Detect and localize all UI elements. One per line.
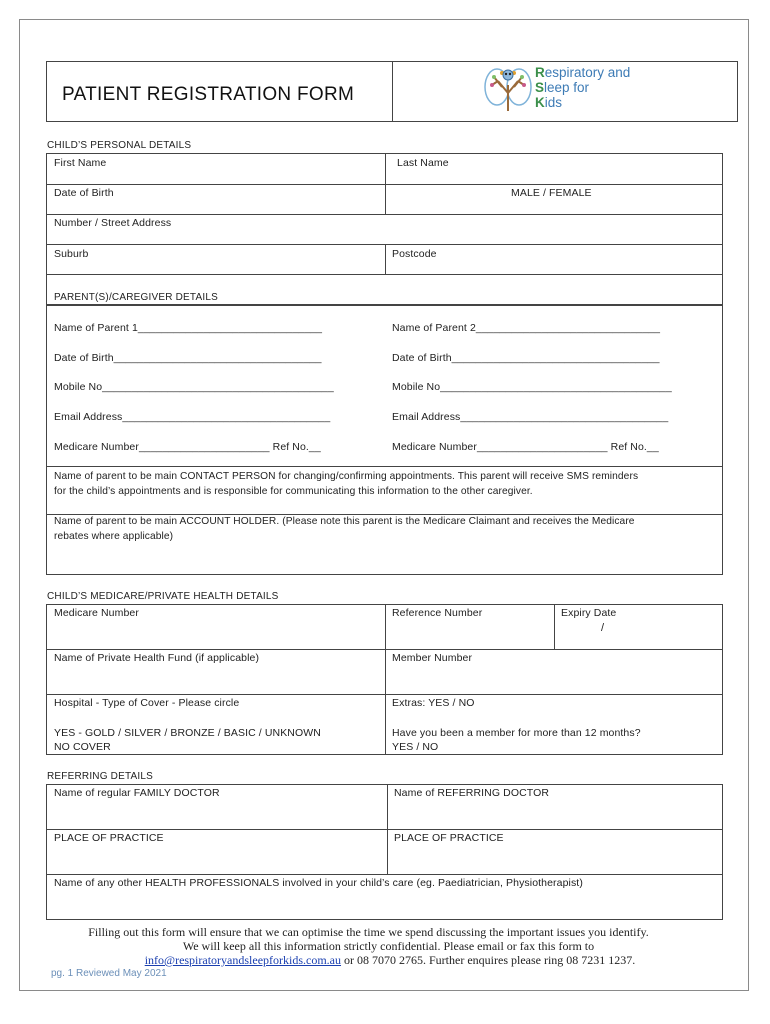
extras-options[interactable]: Extras: YES / NO	[392, 697, 475, 709]
footer-phone-text: or 08 7070 2765. Further enquires please ring 08 7231 1237.	[341, 953, 636, 967]
divider	[385, 153, 386, 214]
address-field[interactable]: Number / Street Address	[54, 217, 172, 229]
account-holder-note: Name of parent to be main ACCOUNT HOLDER. (Please note this parent is the Medicare Claimant and receives the Medicare	[54, 516, 635, 527]
section-parent-details: PARENT(S)/CAREGIVER DETAILS	[54, 292, 218, 303]
member-12-months-question: Have you been a member for more than 12 months?	[392, 727, 641, 739]
referring-practice-field[interactable]: PLACE OF PRACTICE	[394, 832, 504, 844]
parent1-mobile-field[interactable]: Mobile No_______________________________________	[54, 381, 334, 393]
section-medicare-details: CHILD’S MEDICARE/PRIVATE HEALTH DETAILS	[47, 591, 279, 602]
section-referring-details: REFERRING DETAILS	[47, 771, 154, 782]
divider	[46, 466, 723, 467]
last-name-field[interactable]: Last Name	[397, 157, 449, 169]
parent1-dob-field[interactable]: Date of Birth___________________________________	[54, 352, 322, 364]
footer-line-3	[0, 953, 770, 968]
logo	[480, 61, 655, 117]
first-name-field[interactable]: First Name	[54, 157, 107, 169]
page-note: pg. 1 Reviewed May 2021	[51, 968, 167, 979]
family-practice-field[interactable]: PLACE OF PRACTICE	[54, 832, 164, 844]
account-holder-note-2: rebates where applicable)	[54, 531, 174, 542]
expiry-date-field[interactable]: Expiry Date	[561, 607, 617, 619]
divider	[554, 604, 555, 649]
contact-person-note-2: for the child’s appointments and is responsible for communicating this information to the other caregiver.	[54, 486, 533, 497]
footer-line-1: Filling out this form will ensure that we can optimise the time we spend discussing the important issues you identify.	[88, 925, 649, 939]
parent2-email-field[interactable]: Email Address___________________________________	[392, 411, 669, 423]
header-divider	[392, 61, 393, 122]
medicare-number-field[interactable]: Medicare Number	[54, 607, 139, 619]
member-number-field[interactable]: Member Number	[392, 652, 473, 664]
contact-person-note: Name of parent to be main CONTACT PERSON for changing/confirming appointments. This parent will receive SMS reminders	[54, 471, 639, 482]
parent2-mobile-field[interactable]: Mobile No_______________________________________	[392, 381, 672, 393]
divider	[46, 274, 723, 275]
parent1-medicare-field[interactable]: Medicare Number______________________ Ref No.__	[54, 441, 321, 453]
postcode-field[interactable]: Postcode	[392, 248, 437, 260]
divider	[385, 604, 386, 755]
parent1-email-field[interactable]: Email Address___________________________________	[54, 411, 331, 423]
family-doctor-field[interactable]: Name of regular FAMILY DOCTOR	[54, 787, 220, 799]
parent2-medicare-field[interactable]: Medicare Number______________________ Ref No.__	[392, 441, 659, 453]
referring-doctor-field[interactable]: Name of REFERRING DOCTOR	[394, 787, 550, 799]
reference-number-field[interactable]: Reference Number	[392, 607, 483, 619]
divider	[387, 784, 388, 874]
lungs-tree-icon	[482, 63, 534, 115]
parent2-name-field[interactable]: Name of Parent 2_______________________________	[392, 322, 661, 334]
divider	[46, 829, 723, 830]
footer-line-2: We will keep all this information strictly confidential. Please email or fax this form to	[182, 939, 595, 953]
gender-field[interactable]: MALE / FEMALE	[511, 187, 592, 199]
hospital-cover-label: Hospital - Type of Cover - Please circle	[54, 697, 240, 709]
parent2-dob-field[interactable]: Date of Birth___________________________________	[392, 352, 660, 364]
other-professionals-field[interactable]: Name of any other HEALTH PROFESSIONALS involved in your child’s care (eg. Paediatrician, Physiotherapist)	[54, 877, 583, 889]
divider	[46, 214, 723, 215]
health-fund-field[interactable]: Name of Private Health Fund (if applicable)	[54, 652, 260, 664]
divider	[46, 874, 723, 875]
email-link[interactable]: info@respiratoryandsleepforkids.com.au	[144, 953, 342, 967]
logo-text: Respiratory and Sleep for Kids	[535, 65, 631, 110]
dob-field[interactable]: Date of Birth	[54, 187, 114, 199]
section-child-details: CHILD’S PERSONAL DETAILS	[47, 140, 192, 151]
suburb-field[interactable]: Suburb	[54, 248, 89, 260]
parent1-name-field[interactable]: Name of Parent 1_______________________________	[54, 322, 323, 334]
no-cover-option[interactable]: NO COVER	[54, 741, 111, 753]
divider	[385, 244, 386, 274]
expiry-date-slash: /	[601, 622, 605, 634]
member-12-months-options[interactable]: YES / NO	[392, 741, 439, 753]
hospital-cover-options[interactable]: YES - GOLD / SILVER / BRONZE / BASIC / UNKNOWN	[54, 727, 321, 739]
referring-details-box	[46, 784, 723, 920]
divider	[46, 514, 723, 515]
form-title: PATIENT REGISTRATION FORM	[62, 84, 355, 105]
